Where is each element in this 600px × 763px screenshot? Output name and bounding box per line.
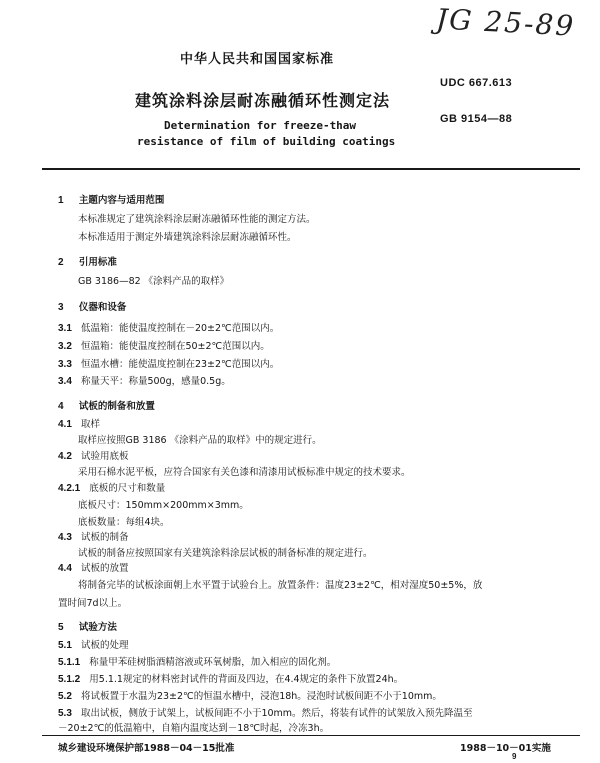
list-item [58, 338, 270, 352]
item-number: 4.2.1 [58, 483, 81, 494]
paragraph: 取样应按照GB 3186 《涂料产品的取样》中的规定进行。 [78, 435, 322, 446]
paragraph: 底板数量：每组4块。 [78, 517, 170, 528]
section-title: 试验方法 [78, 622, 117, 633]
item-text: 称量甲苯硅树脂酒精溶液或环氧树脂，加入相应的固化剂。 [89, 657, 337, 668]
item-number: 4.3 [58, 532, 72, 543]
item-number: 3.2 [58, 341, 72, 352]
item-number: 5.1.1 [58, 657, 81, 668]
item-text: 恒温水槽：能使温度控制在23±2℃范围以内。 [80, 359, 280, 370]
udc-code: UDC 667.613 [440, 77, 513, 89]
item-text: 恒温箱：能使温度控制在50±2℃范围以内。 [80, 341, 270, 352]
item-text: 底板的尺寸和数量 [89, 483, 166, 494]
paragraph: 将制备完毕的试板涂面朝上水平置于试验台上。放置条件：温度23±2℃，相对湿度50±5%，放 [78, 580, 483, 591]
list-item [58, 560, 128, 574]
paragraph: －20±2℃的低温箱中，自箱内温度达到－18℃时起，冷冻3h。 [58, 723, 330, 734]
section-5-heading [58, 619, 117, 633]
section-1-heading [58, 192, 164, 206]
paragraph: GB 3186—82 《涂料产品的取样》 [78, 276, 230, 287]
header-divider [42, 168, 580, 170]
paragraph: 采用石棉水泥平板，应符合国家有关色漆和清漆用试板标准中规定的技术要求。 [78, 467, 411, 478]
item-number: 4.4 [58, 563, 72, 574]
item-text: 试验用底板 [80, 451, 129, 462]
item-number: 4.2 [58, 451, 72, 462]
handwritten-annotation: JG 25-89 [435, 2, 576, 43]
list-item [58, 705, 473, 719]
list-item [58, 373, 231, 387]
standard-name: 中华人民共和国国家标准 [180, 52, 335, 67]
item-number: 3.1 [58, 323, 72, 334]
title-english-line-2: resistance of film of building coatings [137, 135, 396, 148]
item-number: 5.1 [58, 640, 72, 651]
list-item [58, 529, 128, 543]
item-number: 4.1 [58, 419, 72, 430]
paragraph: 试板的制备应按照国家有关建筑涂料涂层试板的制备标准的规定进行。 [78, 548, 373, 559]
list-item [58, 637, 128, 651]
section-number: 1 [58, 195, 64, 206]
approval-date: 城乡建设环境保护部1988－04－15批准 [58, 743, 235, 754]
item-text: 试板的制备 [80, 532, 129, 543]
section-number: 2 [58, 257, 64, 268]
item-text: 用5.1.1规定的材料密封试件的背面及四边，在4.4规定的条件下放置24h。 [89, 674, 404, 685]
item-number: 5.2 [58, 691, 72, 702]
section-number: 4 [58, 401, 64, 412]
title-chinese: 建筑涂料涂层耐冻融循环性测定法 [135, 91, 391, 110]
footer-divider [42, 735, 580, 736]
item-number: 3.4 [58, 376, 72, 387]
title-english-line-1: Determination for freeze-thaw [164, 119, 357, 132]
section-title: 仪器和设备 [78, 302, 127, 313]
item-number: 5.3 [58, 708, 72, 719]
item-number: 3.3 [58, 359, 72, 370]
item-text: 试板的放置 [80, 563, 129, 574]
section-2-heading [58, 254, 117, 268]
paragraph: 本标准适用于测定外墙建筑涂料涂层耐冻融循环性。 [78, 232, 297, 243]
section-4-heading [58, 398, 155, 412]
item-number: 5.1.2 [58, 674, 81, 685]
section-title: 主题内容与适用范围 [78, 195, 165, 206]
list-item [58, 654, 336, 668]
paragraph: 本标准规定了建筑涂料涂层耐冻融循环性能的测定方法。 [78, 214, 316, 225]
section-3-heading [58, 299, 126, 313]
item-text: 低温箱：能使温度控制在－20±2℃范围以内。 [80, 323, 280, 334]
list-item [58, 448, 128, 462]
paragraph: 底板尺寸：150mm×200mm×3mm。 [78, 500, 249, 511]
paragraph: 置时间7d以上。 [58, 598, 128, 609]
section-title: 引用标准 [78, 257, 117, 268]
gb-code: GB 9154—88 [440, 113, 513, 125]
list-item [58, 356, 279, 370]
section-number: 3 [58, 302, 64, 313]
section-title: 试板的制备和放置 [78, 401, 155, 412]
list-item [58, 688, 442, 702]
list-item [58, 480, 165, 494]
item-text: 取样 [80, 419, 100, 430]
page-number: 9 [512, 752, 517, 761]
list-item [58, 320, 279, 334]
item-text: 试板的处理 [80, 640, 129, 651]
item-text: 取出试板，侧放于试架上，试板间距不小于10mm。然后，将装有试件的试架放入预先降温至 [80, 708, 473, 719]
item-text: 将试板置于水温为23±2℃的恒温水槽中，浸泡18h。浸泡时试板间距不小于10mm。 [80, 691, 442, 702]
list-item [58, 671, 403, 685]
section-number: 5 [58, 622, 64, 633]
list-item [58, 416, 100, 430]
item-text: 称量天平：称量500g，感量0.5g。 [80, 376, 231, 387]
implementation-date: 1988－10－01实施 [460, 743, 551, 754]
